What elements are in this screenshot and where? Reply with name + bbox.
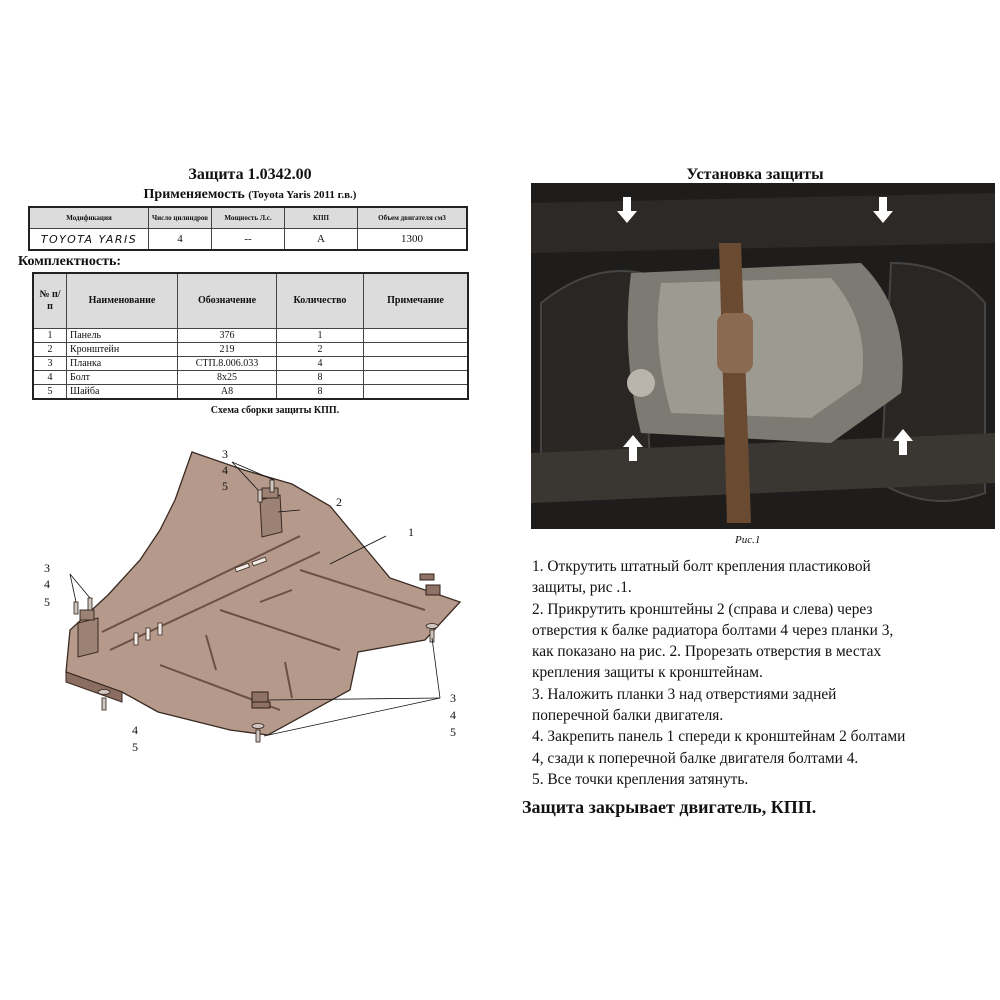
kit-cell: Шайба xyxy=(67,385,178,400)
spec-header-cell: Объем двигателя см3 xyxy=(358,207,468,229)
spec-header-cell: КПП xyxy=(285,207,358,229)
label-bottom-5: 5 xyxy=(132,740,138,754)
install-title: Установка защиты xyxy=(686,166,824,183)
kit-cell: 376 xyxy=(178,329,277,343)
kit-cell: 1 xyxy=(277,329,364,343)
label-right-3: 3 xyxy=(450,691,456,705)
final-note: Защита закрывает двигатель, КПП. xyxy=(522,797,817,817)
kit-cell: А8 xyxy=(178,385,277,400)
step-line: 4, сзади к поперечной балке двигателя болтами 4. xyxy=(532,749,859,767)
applicability-line xyxy=(60,187,440,203)
kit-cell: Панель xyxy=(67,329,178,343)
kit-cell: 8 xyxy=(277,371,364,385)
kit-table xyxy=(32,272,469,400)
label-right-5: 5 xyxy=(450,725,456,739)
spec-header-cell: Мощность Л.с. xyxy=(212,207,285,229)
step-line: 1. Открутить штатный болт крепления пластиковой xyxy=(532,558,871,575)
label-top-3: 3 xyxy=(222,447,228,461)
label-top-4: 4 xyxy=(222,463,228,477)
table-row xyxy=(33,329,468,343)
step-line: 4. Закрепить панель 1 спереди к кронштейнам 2 болтами xyxy=(532,728,906,746)
spec-cell-model: TOYOTA YARIS xyxy=(29,229,149,251)
kit-cell: 3 xyxy=(33,357,67,371)
spec-cell: 1300 xyxy=(358,229,468,251)
kit-cell: Планка xyxy=(67,357,178,371)
table-row xyxy=(33,357,468,371)
kit-header-cell: Обозначение xyxy=(178,273,277,329)
kit-cell: 5 xyxy=(33,385,67,400)
kit-cell xyxy=(364,371,469,385)
label-left-4: 4 xyxy=(44,577,50,591)
kit-header-cell: Примечание xyxy=(364,273,469,329)
spec-table-row xyxy=(29,229,467,251)
install-steps xyxy=(532,556,998,790)
kit-cell: 8х25 xyxy=(178,371,277,385)
assembly-caption: Схема сборки защиты КПП. xyxy=(210,405,340,416)
kit-cell: 2 xyxy=(33,343,67,357)
spec-header-cell: Модификация xyxy=(29,207,149,229)
label-bottom-4: 4 xyxy=(132,723,138,737)
kit-cell: 4 xyxy=(277,357,364,371)
spec-header-cell: Число цилиндров xyxy=(149,207,212,229)
spec-cell: 4 xyxy=(149,229,212,251)
photo-caption: Рис.1 xyxy=(735,534,761,546)
kit-header-cell: № п/п xyxy=(33,273,67,329)
kit-cell xyxy=(364,357,469,371)
kit-cell: 219 xyxy=(178,343,277,357)
label-top-5: 5 xyxy=(222,479,228,493)
step-line: поперечной балки двигателя. xyxy=(532,707,724,725)
document-title: Защита 1.0342.00 xyxy=(188,166,312,183)
kit-header-cell: Количество xyxy=(277,273,364,329)
spec-cell: A xyxy=(285,229,358,251)
kit-table-header-row xyxy=(33,273,468,329)
kit-cell: СТП.8.006.033 xyxy=(178,357,277,371)
table-row xyxy=(33,371,468,385)
bracket-top xyxy=(260,488,282,537)
photo-illustration xyxy=(531,183,995,529)
spec-table-header-row xyxy=(29,207,467,229)
kit-cell xyxy=(364,329,469,343)
step-line: 3. Наложить планки 3 над отверстиями задней xyxy=(532,685,837,703)
kit-cell: Кронштейн xyxy=(67,343,178,357)
assembly-diagram xyxy=(30,440,500,770)
table-row xyxy=(33,343,468,357)
kit-cell: 1 xyxy=(33,329,67,343)
label-part-1: 1 xyxy=(408,525,414,539)
table-row xyxy=(33,385,468,400)
step-line: 5. Все точки крепления затянуть. xyxy=(532,770,749,788)
kit-cell: Болт xyxy=(67,371,178,385)
spec-cell: -- xyxy=(212,229,285,251)
applicability-label: Применяемость xyxy=(143,187,245,202)
step-line: защиты, рис .1. xyxy=(532,579,632,597)
kit-cell: 4 xyxy=(33,371,67,385)
kit-header-cell: Наименование xyxy=(67,273,178,329)
kit-cell xyxy=(364,385,469,400)
step-line: 2. Прикрутить кронштейны 2 (справа и слева) через xyxy=(532,600,873,618)
step-line: крепления защиты к кронштейнам. xyxy=(532,664,763,682)
kit-title: Комплектность: xyxy=(18,254,122,269)
applicability-value: (Toyota Yaris 2011 г.в.) xyxy=(248,189,357,201)
engine-bay-photo xyxy=(531,183,995,529)
label-right-4: 4 xyxy=(450,708,456,722)
label-left-3: 3 xyxy=(44,561,50,575)
label-left-5: 5 xyxy=(44,595,50,609)
kit-cell: 2 xyxy=(277,343,364,357)
kit-cell: 8 xyxy=(277,385,364,400)
spec-table xyxy=(28,206,468,251)
kit-cell xyxy=(364,343,469,357)
step-line: как показано на рис. 2. Прорезать отверстия в местах xyxy=(532,643,882,661)
step-line: отверстия к балке радиатора болтами 4 через планки 3, xyxy=(532,621,894,639)
label-part-2: 2 xyxy=(336,495,342,509)
